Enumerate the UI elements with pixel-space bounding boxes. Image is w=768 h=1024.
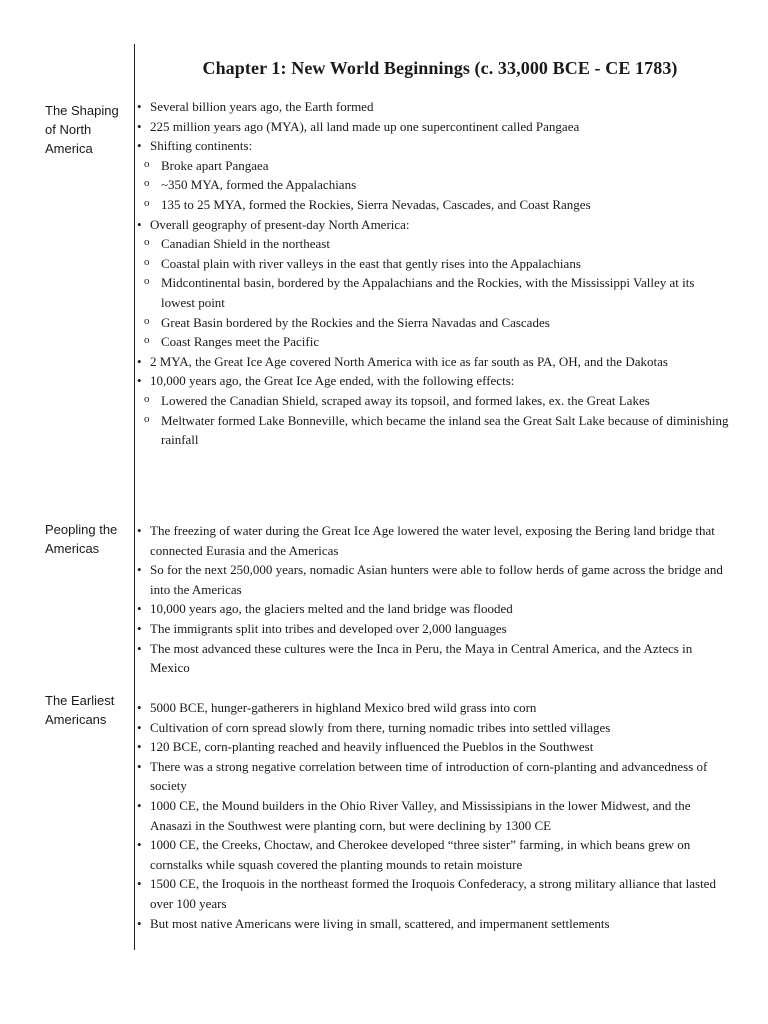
bullet-icon: •: [137, 700, 142, 715]
list-item: [136, 599, 736, 619]
list-item-text: The most advanced these cultures were the Inca in Peru, the Maya in Central America, and the Aztecs in Mexico: [150, 640, 693, 676]
section-notes-peopling: [136, 521, 736, 678]
list-item-text: Coast Ranges meet the Pacific: [161, 334, 320, 350]
list-item: [136, 371, 736, 391]
list-item-text: The immigrants split into tribes and developed over 2,000 languages: [150, 620, 507, 636]
list-item-text: 10,000 years ago, the glaciers melted and the land bridge was flooded: [150, 601, 513, 617]
list-item: [136, 136, 736, 156]
list-item: [136, 352, 736, 372]
list-item-text: 1500 CE, the Iroquois in the northeast formed the Iroquois Confederacy, a strong military alliance that lasted over 100 years: [150, 876, 716, 911]
list-item-text: 2 MYA, the Great Ice Age covered North America with ice as far south as PA, OH, and the Dakotas: [150, 353, 668, 369]
section-label-peopling: Peopling the Americas: [45, 522, 118, 556]
list-item-text: 1000 CE, the Creeks, Choctaw, and Cherokee developed “three sister” farming, in which beans grew on cornstalks while squash covered the planting mounds to retain moisture: [150, 837, 691, 872]
list-item-text: 120 BCE, corn-planting reached and heavily influenced the Pueblos in the Southwest: [150, 739, 594, 755]
hollow-bullet-icon: o: [144, 314, 150, 327]
list-item-text: Shifting continents:: [150, 138, 253, 154]
list-item: [136, 391, 736, 411]
bullet-icon: •: [137, 620, 142, 636]
hollow-bullet-icon: o: [144, 196, 150, 209]
list-item: [136, 698, 736, 718]
list-item: [136, 273, 736, 312]
hollow-bullet-icon: o: [144, 334, 150, 347]
list-item-text: Several billion years ago, the Earth formed: [150, 99, 374, 114]
list-item: [136, 117, 736, 137]
bullet-icon: •: [137, 837, 142, 853]
list-item: [136, 718, 736, 738]
list-item: [136, 156, 736, 176]
list-item: [136, 737, 736, 757]
list-item-text: There was a strong negative correlation between time of introduction of corn-planting and advancedness of society: [150, 758, 708, 794]
list-item-text: Canadian Shield in the northeast: [161, 236, 330, 252]
list-item: [136, 215, 736, 235]
list-item-text: So for the next 250,000 years, nomadic Asian hunters were able to follow herds of game across the bridge and into the Americas: [150, 562, 723, 597]
hollow-bullet-icon: o: [144, 236, 150, 249]
list-item: [136, 914, 736, 934]
section-label-earliest: The Earliest Americans: [45, 693, 115, 727]
list-item-text: Meltwater formed Lake Bonneville, which became the inland sea the Great Salt Lake because of diminishing rainfall: [161, 412, 729, 448]
hollow-bullet-icon: o: [144, 275, 150, 288]
list-item: [136, 313, 736, 333]
bullet-icon: •: [137, 876, 142, 892]
list-item: [136, 175, 736, 195]
list-item-text: But most native Americans were living in small, scattered, and impermanent settlements: [150, 915, 610, 931]
list-item-text: 10,000 years ago, the Great Ice Age ended, with the following effects:: [150, 373, 515, 389]
list-item-text: 225 million years ago (MYA), all land made up one supercontinent called Pangaea: [150, 118, 580, 134]
list-item: [136, 757, 736, 796]
list-item-text: Overall geography of present-day North America:: [150, 216, 410, 232]
list-item-text: The freezing of water during the Great Ice Age lowered the water level, exposing the Bering land bridge that connected Eurasia and the Americas: [150, 523, 715, 558]
column-divider: [134, 44, 135, 950]
bullet-icon: •: [137, 601, 142, 617]
hollow-bullet-icon: o: [144, 157, 150, 170]
list-item-text: Lowered the Canadian Shield, scraped away its topsoil, and formed lakes, ex. the Great Lakes: [161, 392, 650, 408]
hollow-bullet-icon: o: [144, 392, 150, 405]
list-item: [136, 234, 736, 254]
section-notes-shaping: [136, 97, 736, 450]
list-item: [136, 521, 736, 560]
list-item: [136, 560, 736, 599]
list-item: [136, 796, 736, 835]
list-item: [136, 254, 736, 274]
list-item: [136, 97, 736, 117]
bullet-icon: •: [137, 719, 142, 735]
bullet-icon: •: [137, 118, 142, 134]
list-item: [136, 411, 736, 450]
list-item-text: Great Basin bordered by the Rockies and the Sierra Navadas and Cascades: [161, 314, 550, 330]
hollow-bullet-icon: o: [144, 412, 150, 425]
bullet-icon: •: [137, 797, 142, 813]
list-item-text: Broke apart Pangaea: [161, 157, 269, 173]
bullet-icon: •: [137, 915, 142, 931]
bullet-icon: •: [137, 138, 142, 154]
bullet-icon: •: [137, 99, 142, 114]
bullet-icon: •: [137, 373, 142, 389]
list-item-text: ~350 MYA, formed the Appalachians: [161, 177, 357, 193]
bullet-icon: •: [137, 640, 142, 656]
section-label-shaping: The Shaping of North America: [45, 103, 119, 156]
hollow-bullet-icon: o: [144, 255, 150, 268]
hollow-bullet-icon: o: [144, 177, 150, 190]
list-item-text: 5000 BCE, hunger-gatherers in highland Mexico bred wild grass into corn: [150, 700, 537, 715]
list-item: [136, 874, 736, 913]
list-item: [136, 639, 736, 678]
section-notes-earliest: [136, 698, 736, 933]
bullet-icon: •: [137, 758, 142, 774]
list-item-text: Coastal plain with river valleys in the east that gently rises into the Appalachians: [161, 255, 581, 271]
list-item-text: Midcontinental basin, bordered by the Appalachians and the Rockies, with the Mississippi Valley at its lowest point: [161, 275, 695, 310]
bullet-icon: •: [137, 353, 142, 369]
list-item-text: Cultivation of corn spread slowly from there, turning nomadic tribes into settled villages: [150, 719, 611, 735]
page-title: Chapter 1: New World Beginnings (c. 33,000 BCE - CE 1783): [202, 58, 678, 79]
bullet-icon: •: [137, 523, 142, 538]
list-item: [136, 332, 736, 352]
list-item: [136, 619, 736, 639]
list-item-text: 1000 CE, the Mound builders in the Ohio River Valley, and Mississipians in the lower Midwest, and the Anasazi in the Southwest were planting corn, but were declining by 1300 CE: [150, 797, 691, 833]
bullet-icon: •: [137, 562, 142, 578]
bullet-icon: •: [137, 216, 142, 232]
list-item: [136, 195, 736, 215]
bullet-icon: •: [137, 739, 142, 755]
list-item: [136, 835, 736, 874]
list-item-text: 135 to 25 MYA, formed the Rockies, Sierra Nevadas, Cascades, and Coast Ranges: [161, 196, 591, 212]
